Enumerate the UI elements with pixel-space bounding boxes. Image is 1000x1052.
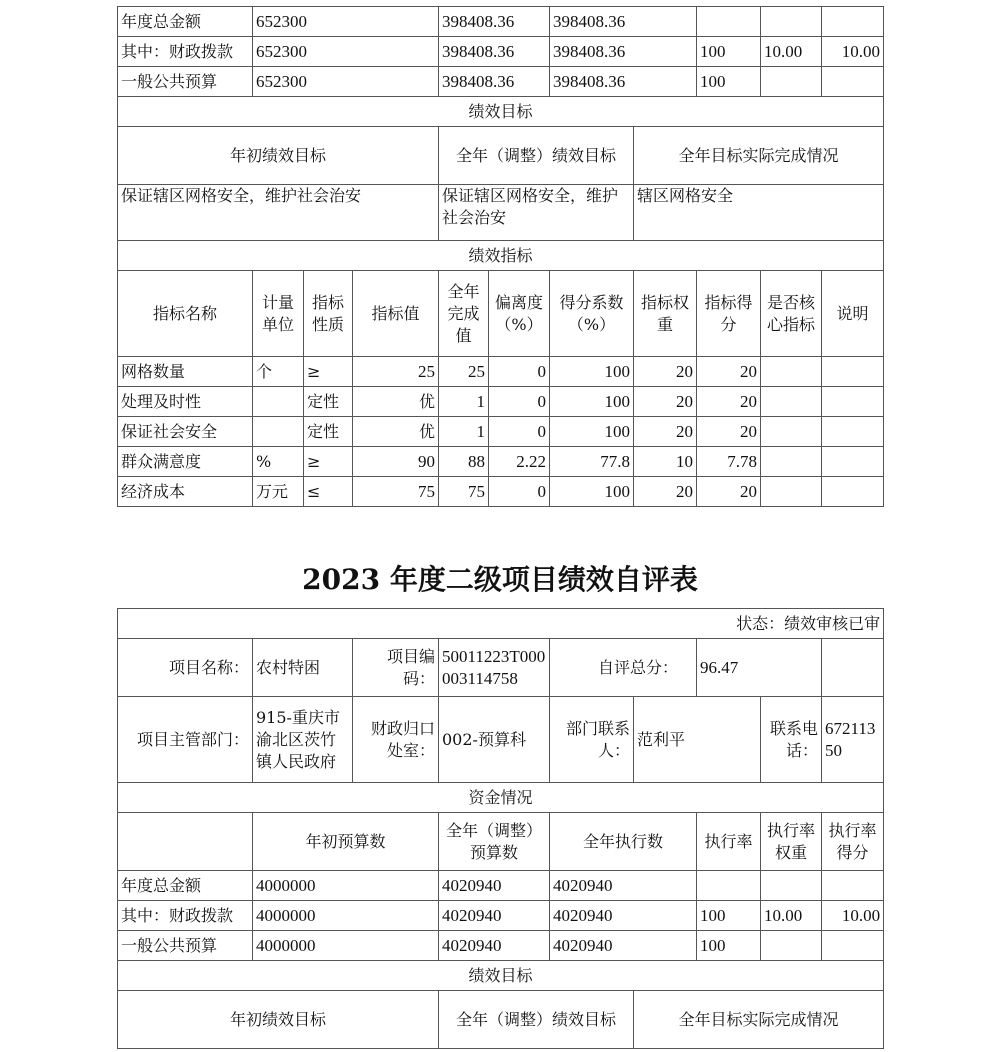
header-weight: 指标权重 — [634, 271, 697, 357]
funding-score — [822, 67, 884, 97]
indicator-note — [822, 417, 884, 447]
funding-weight: 10.00 — [761, 901, 822, 931]
goals-actual-text: 辖区网格安全 — [634, 185, 884, 241]
goals-header-initial: 年初绩效目标 — [118, 991, 439, 1049]
indicator-value: 25 — [353, 357, 439, 387]
funds-header-initial: 年初预算数 — [253, 813, 439, 871]
funding-adjusted: 398408.36 — [439, 67, 550, 97]
funding-score: 10.00 — [822, 901, 884, 931]
phone-label: 联系电话： — [761, 697, 822, 783]
header-indicator-name: 指标名称 — [118, 271, 253, 357]
indicator-deviation: 2.22 — [489, 447, 550, 477]
funding-rate: 100 — [697, 67, 761, 97]
page-title: 2023 年度二级项目绩效自评表 — [302, 563, 698, 596]
header-completed: 全年完成值 — [439, 271, 489, 357]
funding-label: 年度总金额 — [118, 7, 253, 37]
indicator-header-row — [118, 271, 884, 357]
indicator-coefficient: 100 — [550, 387, 634, 417]
indicator-completed: 25 — [439, 357, 489, 387]
indicator-unit — [253, 417, 304, 447]
finance-office-label: 财政归口处室： — [353, 697, 439, 783]
indicator-coefficient: 100 — [550, 417, 634, 447]
indicator-nature: ≥ — [304, 447, 353, 477]
indicator-coefficient: 77.8 — [550, 447, 634, 477]
header-nature: 指标性质 — [304, 271, 353, 357]
indicator-score: 20 — [697, 387, 761, 417]
contact-name: 范利平 — [634, 697, 761, 783]
funding-label: 其中：财政拨款 — [118, 901, 253, 931]
indicator-unit: 万元 — [253, 477, 304, 507]
funding-adjusted: 398408.36 — [439, 37, 550, 67]
indicator-name: 处理及时性 — [118, 387, 253, 417]
indicator-score: 20 — [697, 417, 761, 447]
indicator-completed: 1 — [439, 387, 489, 417]
funds-section-header: 资金情况 — [118, 783, 884, 813]
funding-adjusted: 398408.36 — [439, 7, 550, 37]
funding-row — [118, 871, 884, 901]
indicators-section-header: 绩效指标 — [118, 241, 884, 271]
dept-label: 项目主管部门： — [118, 697, 253, 783]
funding-executed: 398408.36 — [550, 67, 697, 97]
dept-name: 915-重庆市渝北区茨竹镇人民政府 — [253, 697, 353, 783]
goals-section-header: 绩效目标 — [118, 961, 884, 991]
project-code-label: 项目编码： — [353, 639, 439, 697]
indicator-nature: ≤ — [304, 477, 353, 507]
indicator-core — [761, 387, 822, 417]
funding-rate: 100 — [697, 931, 761, 961]
header-core: 是否核心指标 — [761, 271, 822, 357]
funding-executed: 398408.36 — [550, 7, 697, 37]
indicator-row — [118, 417, 884, 447]
funds-header-rate: 执行率 — [697, 813, 761, 871]
status-badge: 状态：绩效审核已审 — [118, 609, 884, 639]
header-score: 指标得分 — [697, 271, 761, 357]
indicator-weight: 20 — [634, 357, 697, 387]
indicator-row — [118, 447, 884, 477]
funds-header-row — [118, 813, 884, 871]
goals-adjusted-text: 保证辖区网格安全，维护社会治安 — [439, 185, 634, 241]
funds-header-adjusted: 全年（调整）预算数 — [439, 813, 550, 871]
funding-initial: 4000000 — [253, 931, 439, 961]
finance-office: 002-预算科 — [439, 697, 550, 783]
funds-header-executed: 全年执行数 — [550, 813, 697, 871]
funding-executed: 398408.36 — [550, 37, 697, 67]
funding-executed: 4020940 — [550, 931, 697, 961]
self-score: 96.47 — [697, 639, 822, 697]
indicator-score: 20 — [697, 477, 761, 507]
funding-row — [118, 901, 884, 931]
funding-score — [822, 7, 884, 37]
upper-performance-table — [117, 6, 884, 507]
indicator-unit — [253, 387, 304, 417]
indicator-row — [118, 477, 884, 507]
goals-header-initial: 年初绩效目标 — [118, 127, 439, 185]
indicator-deviation: 0 — [489, 357, 550, 387]
project-name-label: 项目名称： — [118, 639, 253, 697]
funding-weight — [761, 871, 822, 901]
indicator-core — [761, 477, 822, 507]
funding-row — [118, 7, 884, 37]
indicator-coefficient: 100 — [550, 357, 634, 387]
funding-executed: 4020940 — [550, 871, 697, 901]
indicator-coefficient: 100 — [550, 477, 634, 507]
funding-rate: 100 — [697, 901, 761, 931]
indicator-weight: 10 — [634, 447, 697, 477]
funding-label: 一般公共预算 — [118, 67, 253, 97]
goals-header-adjusted: 全年（调整）绩效目标 — [439, 127, 634, 185]
indicator-note — [822, 387, 884, 417]
indicator-nature: 定性 — [304, 417, 353, 447]
indicator-score: 7.78 — [697, 447, 761, 477]
funding-label: 年度总金额 — [118, 871, 253, 901]
phone-number: 67211350 — [822, 697, 884, 783]
indicator-note — [822, 477, 884, 507]
indicator-deviation: 0 — [489, 387, 550, 417]
funding-initial: 652300 — [253, 37, 439, 67]
funding-score: 10.00 — [822, 37, 884, 67]
contact-label: 部门联系人： — [550, 697, 634, 783]
funding-initial: 652300 — [253, 67, 439, 97]
funding-executed: 4020940 — [550, 901, 697, 931]
indicator-value: 优 — [353, 387, 439, 417]
goals-initial-text: 保证辖区网格安全，维护社会治安 — [118, 185, 439, 241]
header-note: 说明 — [822, 271, 884, 357]
header-deviation: 偏离度（%） — [489, 271, 550, 357]
goals-header-actual: 全年目标实际完成情况 — [634, 127, 884, 185]
indicator-unit: 个 — [253, 357, 304, 387]
funding-initial: 652300 — [253, 7, 439, 37]
indicator-name: 保证社会安全 — [118, 417, 253, 447]
goals-header-adjusted: 全年（调整）绩效目标 — [439, 991, 634, 1049]
indicator-deviation: 0 — [489, 477, 550, 507]
funding-rate — [697, 871, 761, 901]
indicator-completed: 75 — [439, 477, 489, 507]
indicator-nature: ≥ — [304, 357, 353, 387]
funding-weight — [761, 931, 822, 961]
indicator-completed: 88 — [439, 447, 489, 477]
indicator-unit: % — [253, 447, 304, 477]
indicator-name: 网格数量 — [118, 357, 253, 387]
goals-section-header: 绩效目标 — [118, 97, 884, 127]
funding-initial: 4000000 — [253, 871, 439, 901]
empty-cell — [118, 813, 253, 871]
indicator-note — [822, 447, 884, 477]
indicator-row — [118, 357, 884, 387]
funding-initial: 4000000 — [253, 901, 439, 931]
funding-row — [118, 931, 884, 961]
funding-score — [822, 871, 884, 901]
funding-row — [118, 67, 884, 97]
indicator-value: 90 — [353, 447, 439, 477]
funding-label: 其中：财政拨款 — [118, 37, 253, 67]
header-value: 指标值 — [353, 271, 439, 357]
funding-row — [118, 37, 884, 67]
funds-header-weight: 执行率权重 — [761, 813, 822, 871]
indicator-weight: 20 — [634, 387, 697, 417]
indicator-core — [761, 447, 822, 477]
goals-header-actual: 全年目标实际完成情况 — [634, 991, 884, 1049]
indicator-name: 群众满意度 — [118, 447, 253, 477]
indicator-value: 75 — [353, 477, 439, 507]
funding-weight — [761, 7, 822, 37]
project-name: 农村特困 — [253, 639, 353, 697]
header-unit: 计量单位 — [253, 271, 304, 357]
header-coefficient: 得分系数（%） — [550, 271, 634, 357]
indicator-name: 经济成本 — [118, 477, 253, 507]
funding-label: 一般公共预算 — [118, 931, 253, 961]
indicator-row — [118, 387, 884, 417]
indicator-deviation: 0 — [489, 417, 550, 447]
funding-weight — [761, 67, 822, 97]
indicator-core — [761, 357, 822, 387]
indicator-value: 优 — [353, 417, 439, 447]
funding-rate: 100 — [697, 37, 761, 67]
indicator-score: 20 — [697, 357, 761, 387]
indicator-core — [761, 417, 822, 447]
funding-adjusted: 4020940 — [439, 871, 550, 901]
indicator-nature: 定性 — [304, 387, 353, 417]
funding-rate — [697, 7, 761, 37]
indicator-weight: 20 — [634, 417, 697, 447]
indicator-completed: 1 — [439, 417, 489, 447]
funding-score — [822, 931, 884, 961]
project-code: 500112​23T000003114758 — [439, 639, 550, 697]
funding-weight: 10.00 — [761, 37, 822, 67]
funds-header-score: 执行率得分 — [822, 813, 884, 871]
funding-adjusted: 4020940 — [439, 901, 550, 931]
indicator-note — [822, 357, 884, 387]
self-score-label: 自评总分： — [550, 639, 697, 697]
indicator-weight: 20 — [634, 477, 697, 507]
empty-cell — [822, 639, 884, 697]
funding-adjusted: 4020940 — [439, 931, 550, 961]
project-self-evaluation-table — [117, 608, 884, 1049]
